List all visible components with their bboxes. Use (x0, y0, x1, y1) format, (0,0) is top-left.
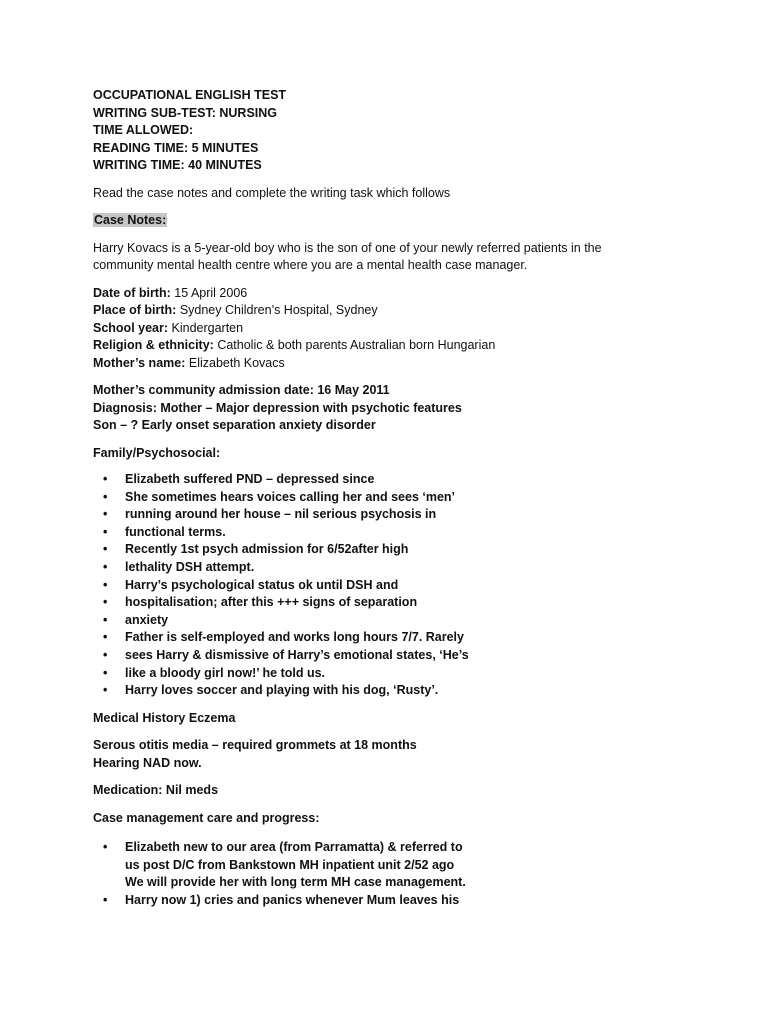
list-item (93, 506, 713, 524)
medical-heading: Medical History Eczema (93, 710, 236, 725)
list-item-text: functional terms. (125, 524, 226, 539)
school-value: Kindergarten (168, 320, 244, 335)
list-item (93, 577, 713, 595)
list-item (93, 892, 713, 910)
medical-history (93, 737, 713, 772)
bullet-icon: • (103, 559, 108, 574)
intro-paragraph (93, 240, 713, 275)
task-instruction: Read the case notes and complete the writing task which follows (93, 185, 451, 200)
bullet-icon: • (103, 893, 108, 907)
case-notes-heading-row (93, 212, 713, 230)
bullet-icon: • (103, 665, 108, 680)
bullet-icon: • (103, 595, 108, 610)
bullet-icon: • (103, 542, 108, 557)
list-item-text: lethality DSH attempt. (125, 559, 255, 574)
bullet-icon: • (103, 612, 108, 627)
list-item-continuation: We will provide her with long term MH case management. (125, 875, 466, 890)
list-item-text: running around her house – nil serious psychosis in (125, 507, 437, 522)
list-item (93, 541, 713, 559)
list-item (93, 647, 713, 665)
list-item-text: Elizabeth suffered PND – depressed since (125, 472, 375, 486)
family-list (93, 471, 713, 700)
list-item (93, 839, 713, 857)
admission-block (93, 382, 713, 435)
bullet-icon: • (103, 683, 108, 698)
pob-row (93, 302, 713, 320)
header-time-allowed: TIME ALLOWED: (93, 123, 194, 137)
bullet-icon: • (103, 507, 108, 522)
list-item (93, 612, 713, 630)
list-item-text: Elizabeth new to our area (from Parramatta) & referred to (125, 840, 463, 855)
list-item-text: Father is self-employed and works long hours 7/7. Rarely (125, 630, 464, 645)
list-item-text: Harry’s psychological status ok until DSH and (125, 577, 399, 592)
diagnosis-son: Son – ? Early onset separation anxiety disorder (93, 418, 376, 432)
list-item (93, 629, 713, 647)
progress-list (93, 839, 713, 857)
medical-line: Hearing NAD now. (93, 755, 202, 770)
list-item (93, 489, 713, 507)
intro-line: Harry Kovacs is a 5-year-old boy who is the son of one of your newly referred patients in the (93, 240, 602, 255)
bullet-icon: • (103, 630, 108, 645)
medical-line: Serous otitis media – required grommets at 18 months (93, 738, 417, 753)
list-item-text: sees Harry & dismissive of Harry’s emotional states, ‘He’s (125, 647, 469, 662)
intro-line: community mental health centre where you are a mental health case manager. (93, 258, 528, 272)
case-notes-heading: Case Notes: (94, 213, 167, 227)
patient-details (93, 285, 713, 373)
religion-label: Religion & ethnicity: (93, 338, 214, 352)
pob-label: Place of birth: (93, 303, 177, 317)
list-item-continuation: us post D/C from Bankstown MH inpatient unit 2/52 ago (125, 857, 455, 872)
list-item-text: hospitalisation; after this +++ signs of separation (125, 595, 418, 610)
bullet-icon: • (103, 647, 108, 662)
progress-list-2 (93, 892, 713, 910)
school-row (93, 320, 713, 338)
religion-value: Catholic & both parents Australian born Hungarian (213, 338, 496, 352)
test-header (93, 87, 713, 175)
bullet-icon: • (103, 489, 108, 504)
admission-date: Mother’s community admission date: 16 May 2011 (93, 383, 390, 397)
dob-label: Date of birth: (93, 285, 171, 300)
list-item-text: Harry now 1) cries and panics whenever Mum leaves his (125, 893, 460, 907)
dob-value: 15 April 2006 (170, 285, 248, 300)
family-heading: Family/Psychosocial: (93, 445, 221, 460)
progress-heading: Case management care and progress: (93, 810, 320, 825)
school-label: School year: (93, 320, 169, 335)
list-item (93, 524, 713, 542)
header-title: OCCUPATIONAL ENGLISH TEST (93, 88, 287, 102)
header-reading-time: READING TIME: 5 MINUTES (93, 140, 259, 155)
diagnosis-mother: Diagnosis: Mother – Major depression with psychotic features (93, 400, 462, 415)
bullet-icon: • (103, 524, 108, 539)
bullet-icon: • (103, 472, 108, 486)
mother-label: Mother’s name: (93, 355, 186, 370)
dob-row (93, 285, 713, 303)
pob-value: Sydney Children’s Hospital, Sydney (176, 303, 378, 317)
list-item-text: Harry loves soccer and playing with his dog, ‘Rusty’. (125, 683, 439, 698)
document-page (93, 87, 713, 910)
bullet-icon: • (103, 577, 108, 592)
list-item (93, 559, 713, 577)
header-subtest: WRITING SUB-TEST: NURSING (93, 105, 278, 120)
header-writing-time: WRITING TIME: 40 MINUTES (93, 158, 262, 172)
mother-row (93, 355, 713, 373)
list-item (93, 471, 713, 489)
list-item (93, 682, 713, 700)
list-item (93, 665, 713, 683)
list-item (93, 594, 713, 612)
religion-row (93, 337, 713, 355)
mother-value: Elizabeth Kovacs (185, 355, 285, 370)
list-item-text: Recently 1st psych admission for 6/52after high (125, 542, 409, 557)
medication-line: Medication: Nil meds (93, 783, 219, 798)
bullet-icon: • (103, 840, 108, 855)
list-item-text: anxiety (125, 612, 169, 627)
list-item-text: She sometimes hears voices calling her and sees ‘men’ (125, 489, 456, 504)
list-item-text: like a bloody girl now!’ he told us. (125, 665, 326, 680)
